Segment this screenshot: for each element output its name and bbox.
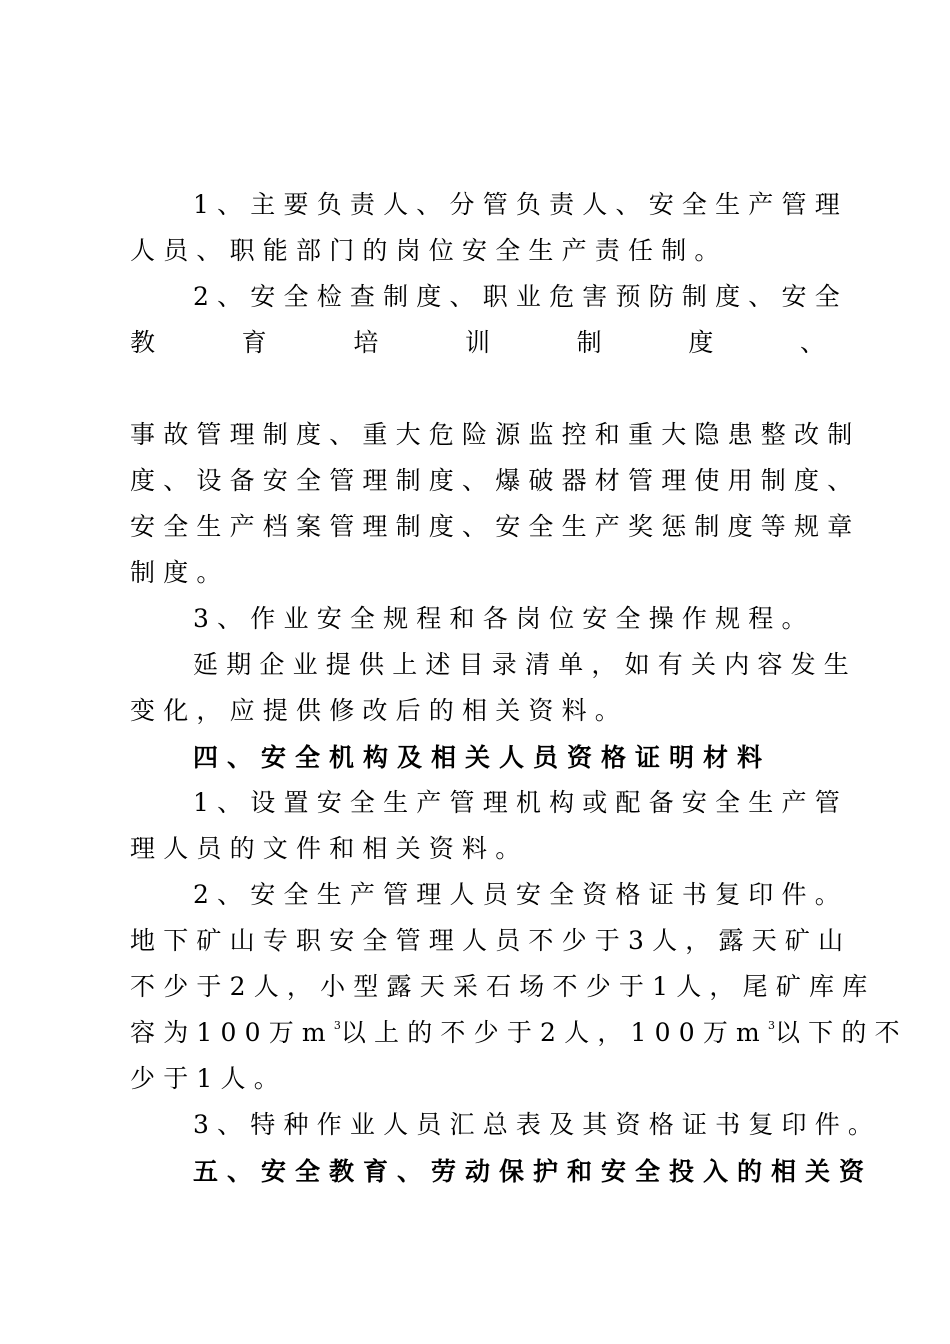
text-segment: 容为100万m (130, 1018, 334, 1047)
paragraph-line: 延期企业提供上述目录清单，如有关内容发生 (193, 650, 858, 679)
paragraph-line: 少于1人。 (130, 1064, 287, 1093)
paragraph-line: 2、安全检查制度、职业危害预防制度、安全 (193, 282, 848, 311)
paragraph-line-with-superscript (130, 1010, 908, 1056)
paragraph-line: 1、设置安全生产管理机构或配备安全生产管 (193, 788, 848, 817)
paragraph-line: 变化，应提供修改后的相关资料。 (130, 696, 629, 725)
paragraph-line: 安全生产档案管理制度、安全生产奖惩制度等规章 (130, 512, 861, 541)
paragraph-line: 地下矿山专职安全管理人员不少于3人，露天矿山 (130, 926, 852, 955)
paragraph-line: 3、特种作业人员汇总表及其资格证书复印件。 (193, 1110, 882, 1139)
section-heading: 四、安全机构及相关人员资格证明材料 (193, 743, 772, 772)
superscript: 3 (767, 1019, 775, 1032)
section-heading: 五、安全教育、劳动保护和安全投入的相关资 (193, 1157, 874, 1186)
paragraph-line: 制度。 (130, 558, 230, 587)
superscript: 3 (333, 1019, 341, 1032)
paragraph-line: 理人员的文件和相关资料。 (130, 834, 529, 863)
paragraph-line: 人员、职能部门的岗位安全生产责任制。 (130, 236, 728, 265)
text-segment: 以上的不少于2人，100万m (340, 1018, 768, 1047)
paragraph-line-justified: 教育培训制度、 (130, 328, 825, 357)
paragraph-line: 3、作业安全规程和各岗位安全操作规程。 (193, 604, 815, 633)
paragraph-line: 1、主要负责人、分管负责人、安全生产管理 (193, 190, 848, 219)
paragraph-line: 度、设备安全管理制度、爆破器材管理使用制度、 (130, 466, 861, 495)
text-segment: 以下的不 (774, 1018, 908, 1047)
paragraph-line: 事故管理制度、重大危险源监控和重大隐患整改制 (130, 420, 861, 449)
paragraph-line: 2、安全生产管理人员安全资格证书复印件。 (193, 880, 848, 909)
paragraph-line: 不少于2人，小型露天采石场不少于1人，尾矿库库 (130, 972, 876, 1001)
